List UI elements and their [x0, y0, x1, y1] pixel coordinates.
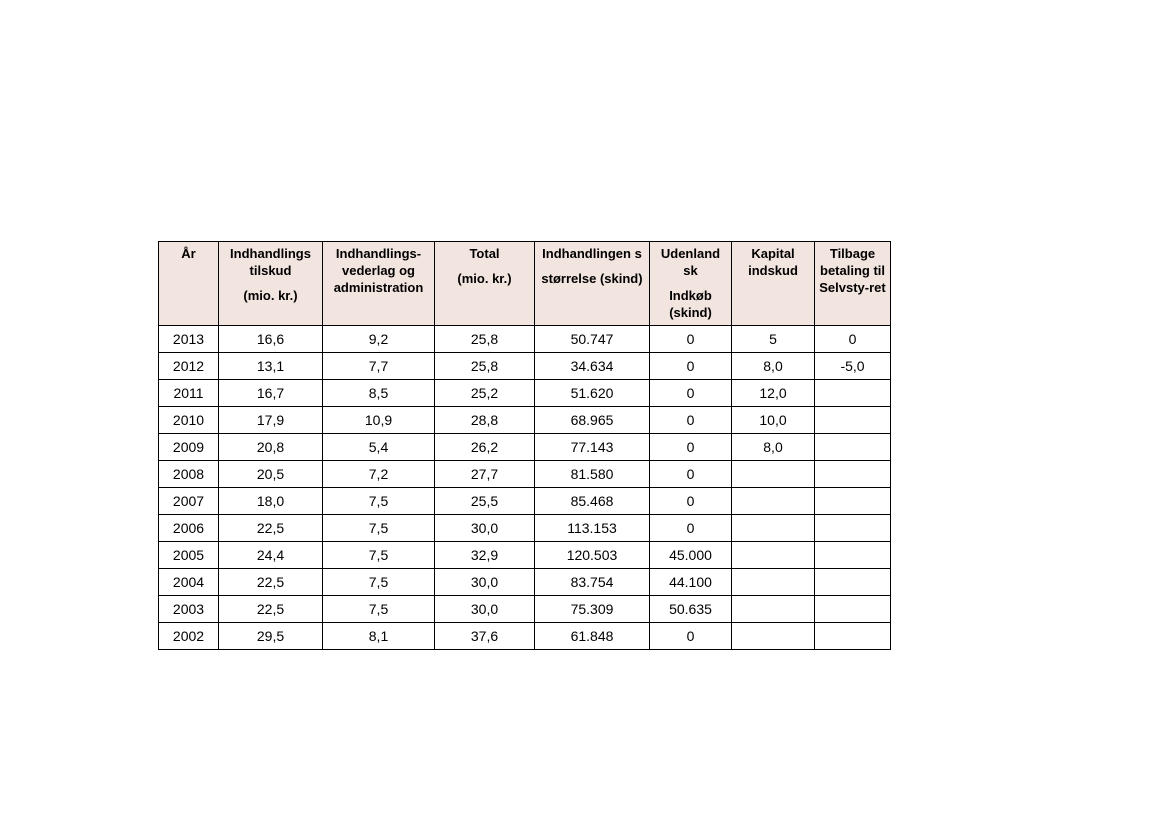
table-cell: 26,2 — [435, 434, 535, 461]
table-cell: 22,5 — [219, 515, 323, 542]
table-cell: 7,5 — [323, 569, 435, 596]
table-cell: 25,5 — [435, 488, 535, 515]
table-cell: 10,9 — [323, 407, 435, 434]
table-cell: 0 — [650, 515, 732, 542]
table-cell: 37,6 — [435, 623, 535, 650]
table-row — [159, 515, 891, 542]
table-cell: 34.634 — [535, 353, 650, 380]
column-header-title: Indhandlings tilskud — [230, 246, 311, 278]
table-cell: 2003 — [159, 596, 219, 623]
table-cell: 25,8 — [435, 353, 535, 380]
table-cell: 2013 — [159, 326, 219, 353]
header-kapital-indskud — [732, 242, 815, 326]
table-cell: 7,5 — [323, 515, 435, 542]
table-cell: 10,0 — [732, 407, 815, 434]
table-cell: 50.747 — [535, 326, 650, 353]
table-cell: 2004 — [159, 569, 219, 596]
table-cell: 2008 — [159, 461, 219, 488]
table-cell: 25,8 — [435, 326, 535, 353]
table-cell: 30,0 — [435, 596, 535, 623]
table-cell — [815, 515, 891, 542]
table-cell: 20,8 — [219, 434, 323, 461]
table-cell — [815, 488, 891, 515]
header-indhandlingens-stoerrelse — [535, 242, 650, 326]
table-cell — [815, 461, 891, 488]
table-cell: 2005 — [159, 542, 219, 569]
table-cell: 2007 — [159, 488, 219, 515]
table-cell: 2002 — [159, 623, 219, 650]
table-cell: 0 — [650, 461, 732, 488]
table-cell: 7,2 — [323, 461, 435, 488]
column-header-title: Indhandlingen s — [542, 246, 642, 261]
table-row — [159, 407, 891, 434]
table-cell: 27,7 — [435, 461, 535, 488]
table-cell: 9,2 — [323, 326, 435, 353]
table-cell: -5,0 — [815, 353, 891, 380]
table-cell: 81.580 — [535, 461, 650, 488]
table-cell: 8,0 — [732, 434, 815, 461]
table-row — [159, 461, 891, 488]
table-row — [159, 569, 891, 596]
table-cell — [815, 623, 891, 650]
column-header-title: Kapital indskud — [748, 246, 798, 278]
data-table — [158, 241, 891, 650]
table-cell — [815, 542, 891, 569]
table-cell: 24,4 — [219, 542, 323, 569]
table-cell: 13,1 — [219, 353, 323, 380]
table-cell — [732, 461, 815, 488]
table-cell: 28,8 — [435, 407, 535, 434]
table-cell: 5 — [732, 326, 815, 353]
header-total — [435, 242, 535, 326]
table-cell — [815, 407, 891, 434]
table-body — [159, 326, 891, 650]
column-header-subtitle: (mio. kr.) — [243, 288, 298, 303]
table-cell: 77.143 — [535, 434, 650, 461]
table-row — [159, 326, 891, 353]
header-tilbage-betaling — [815, 242, 891, 326]
table-cell: 2011 — [159, 380, 219, 407]
column-header-subtitle: størrelse (skind) — [541, 271, 643, 286]
table-cell: 32,9 — [435, 542, 535, 569]
table-cell: 25,2 — [435, 380, 535, 407]
table-cell: 20,5 — [219, 461, 323, 488]
table-cell — [732, 569, 815, 596]
table-cell: 2009 — [159, 434, 219, 461]
table-row — [159, 353, 891, 380]
table-row — [159, 623, 891, 650]
table-cell: 50.635 — [650, 596, 732, 623]
table-cell: 120.503 — [535, 542, 650, 569]
table-cell: 8,1 — [323, 623, 435, 650]
table-cell: 30,0 — [435, 515, 535, 542]
table-cell: 2006 — [159, 515, 219, 542]
table-cell: 0 — [650, 623, 732, 650]
header-indhandlings-vederlag — [323, 242, 435, 326]
table-cell: 16,6 — [219, 326, 323, 353]
table-cell: 75.309 — [535, 596, 650, 623]
header-udenlandsk-indkoeb — [650, 242, 732, 326]
table-cell: 0 — [650, 488, 732, 515]
table-cell: 113.153 — [535, 515, 650, 542]
table-cell: 16,7 — [219, 380, 323, 407]
table-cell: 8,5 — [323, 380, 435, 407]
column-header-title: Udenland sk — [660, 246, 721, 278]
table-cell: 44.100 — [650, 569, 732, 596]
table-row — [159, 488, 891, 515]
table-cell: 2012 — [159, 353, 219, 380]
table-cell: 85.468 — [535, 488, 650, 515]
column-header-title: Tilbage betaling til Selvsty-ret — [819, 246, 886, 295]
column-header-title: År — [181, 246, 196, 261]
table-cell: 45.000 — [650, 542, 732, 569]
table-cell — [732, 623, 815, 650]
table-row — [159, 434, 891, 461]
table-cell: 0 — [650, 434, 732, 461]
table-cell: 83.754 — [535, 569, 650, 596]
table-cell: 22,5 — [219, 569, 323, 596]
table-cell: 0 — [650, 407, 732, 434]
table-cell — [732, 488, 815, 515]
table-cell: 7,5 — [323, 596, 435, 623]
table-cell: 68.965 — [535, 407, 650, 434]
header-indhandlings-tilskud — [219, 242, 323, 326]
table-cell: 29,5 — [219, 623, 323, 650]
table-cell: 0 — [650, 353, 732, 380]
header-year — [159, 242, 219, 326]
column-header-subtitle: (mio. kr.) — [457, 271, 512, 286]
table-cell: 7,5 — [323, 488, 435, 515]
table-cell: 30,0 — [435, 569, 535, 596]
table-cell — [815, 380, 891, 407]
table-cell: 61.848 — [535, 623, 650, 650]
table-row — [159, 380, 891, 407]
column-header-title: Total — [469, 246, 500, 261]
table-cell: 51.620 — [535, 380, 650, 407]
header-row — [159, 242, 891, 326]
table-cell: 18,0 — [219, 488, 323, 515]
table-cell — [732, 515, 815, 542]
table-cell: 12,0 — [732, 380, 815, 407]
table-cell: 8,0 — [732, 353, 815, 380]
table-cell — [732, 596, 815, 623]
table-cell: 7,5 — [323, 542, 435, 569]
table-cell — [815, 434, 891, 461]
table-cell — [815, 569, 891, 596]
table-cell: 2010 — [159, 407, 219, 434]
table-cell: 0 — [650, 326, 732, 353]
table-cell: 17,9 — [219, 407, 323, 434]
column-header-title: Indhandlings-vederlag og administration — [333, 246, 424, 295]
table-cell: 7,7 — [323, 353, 435, 380]
table-cell: 5,4 — [323, 434, 435, 461]
table-cell: 0 — [650, 380, 732, 407]
table-row — [159, 542, 891, 569]
table-cell — [732, 542, 815, 569]
table-cell: 22,5 — [219, 596, 323, 623]
table-cell: 0 — [815, 326, 891, 353]
column-header-subtitle: Indkøb (skind) — [669, 288, 712, 320]
table-row — [159, 596, 891, 623]
table-cell — [815, 596, 891, 623]
